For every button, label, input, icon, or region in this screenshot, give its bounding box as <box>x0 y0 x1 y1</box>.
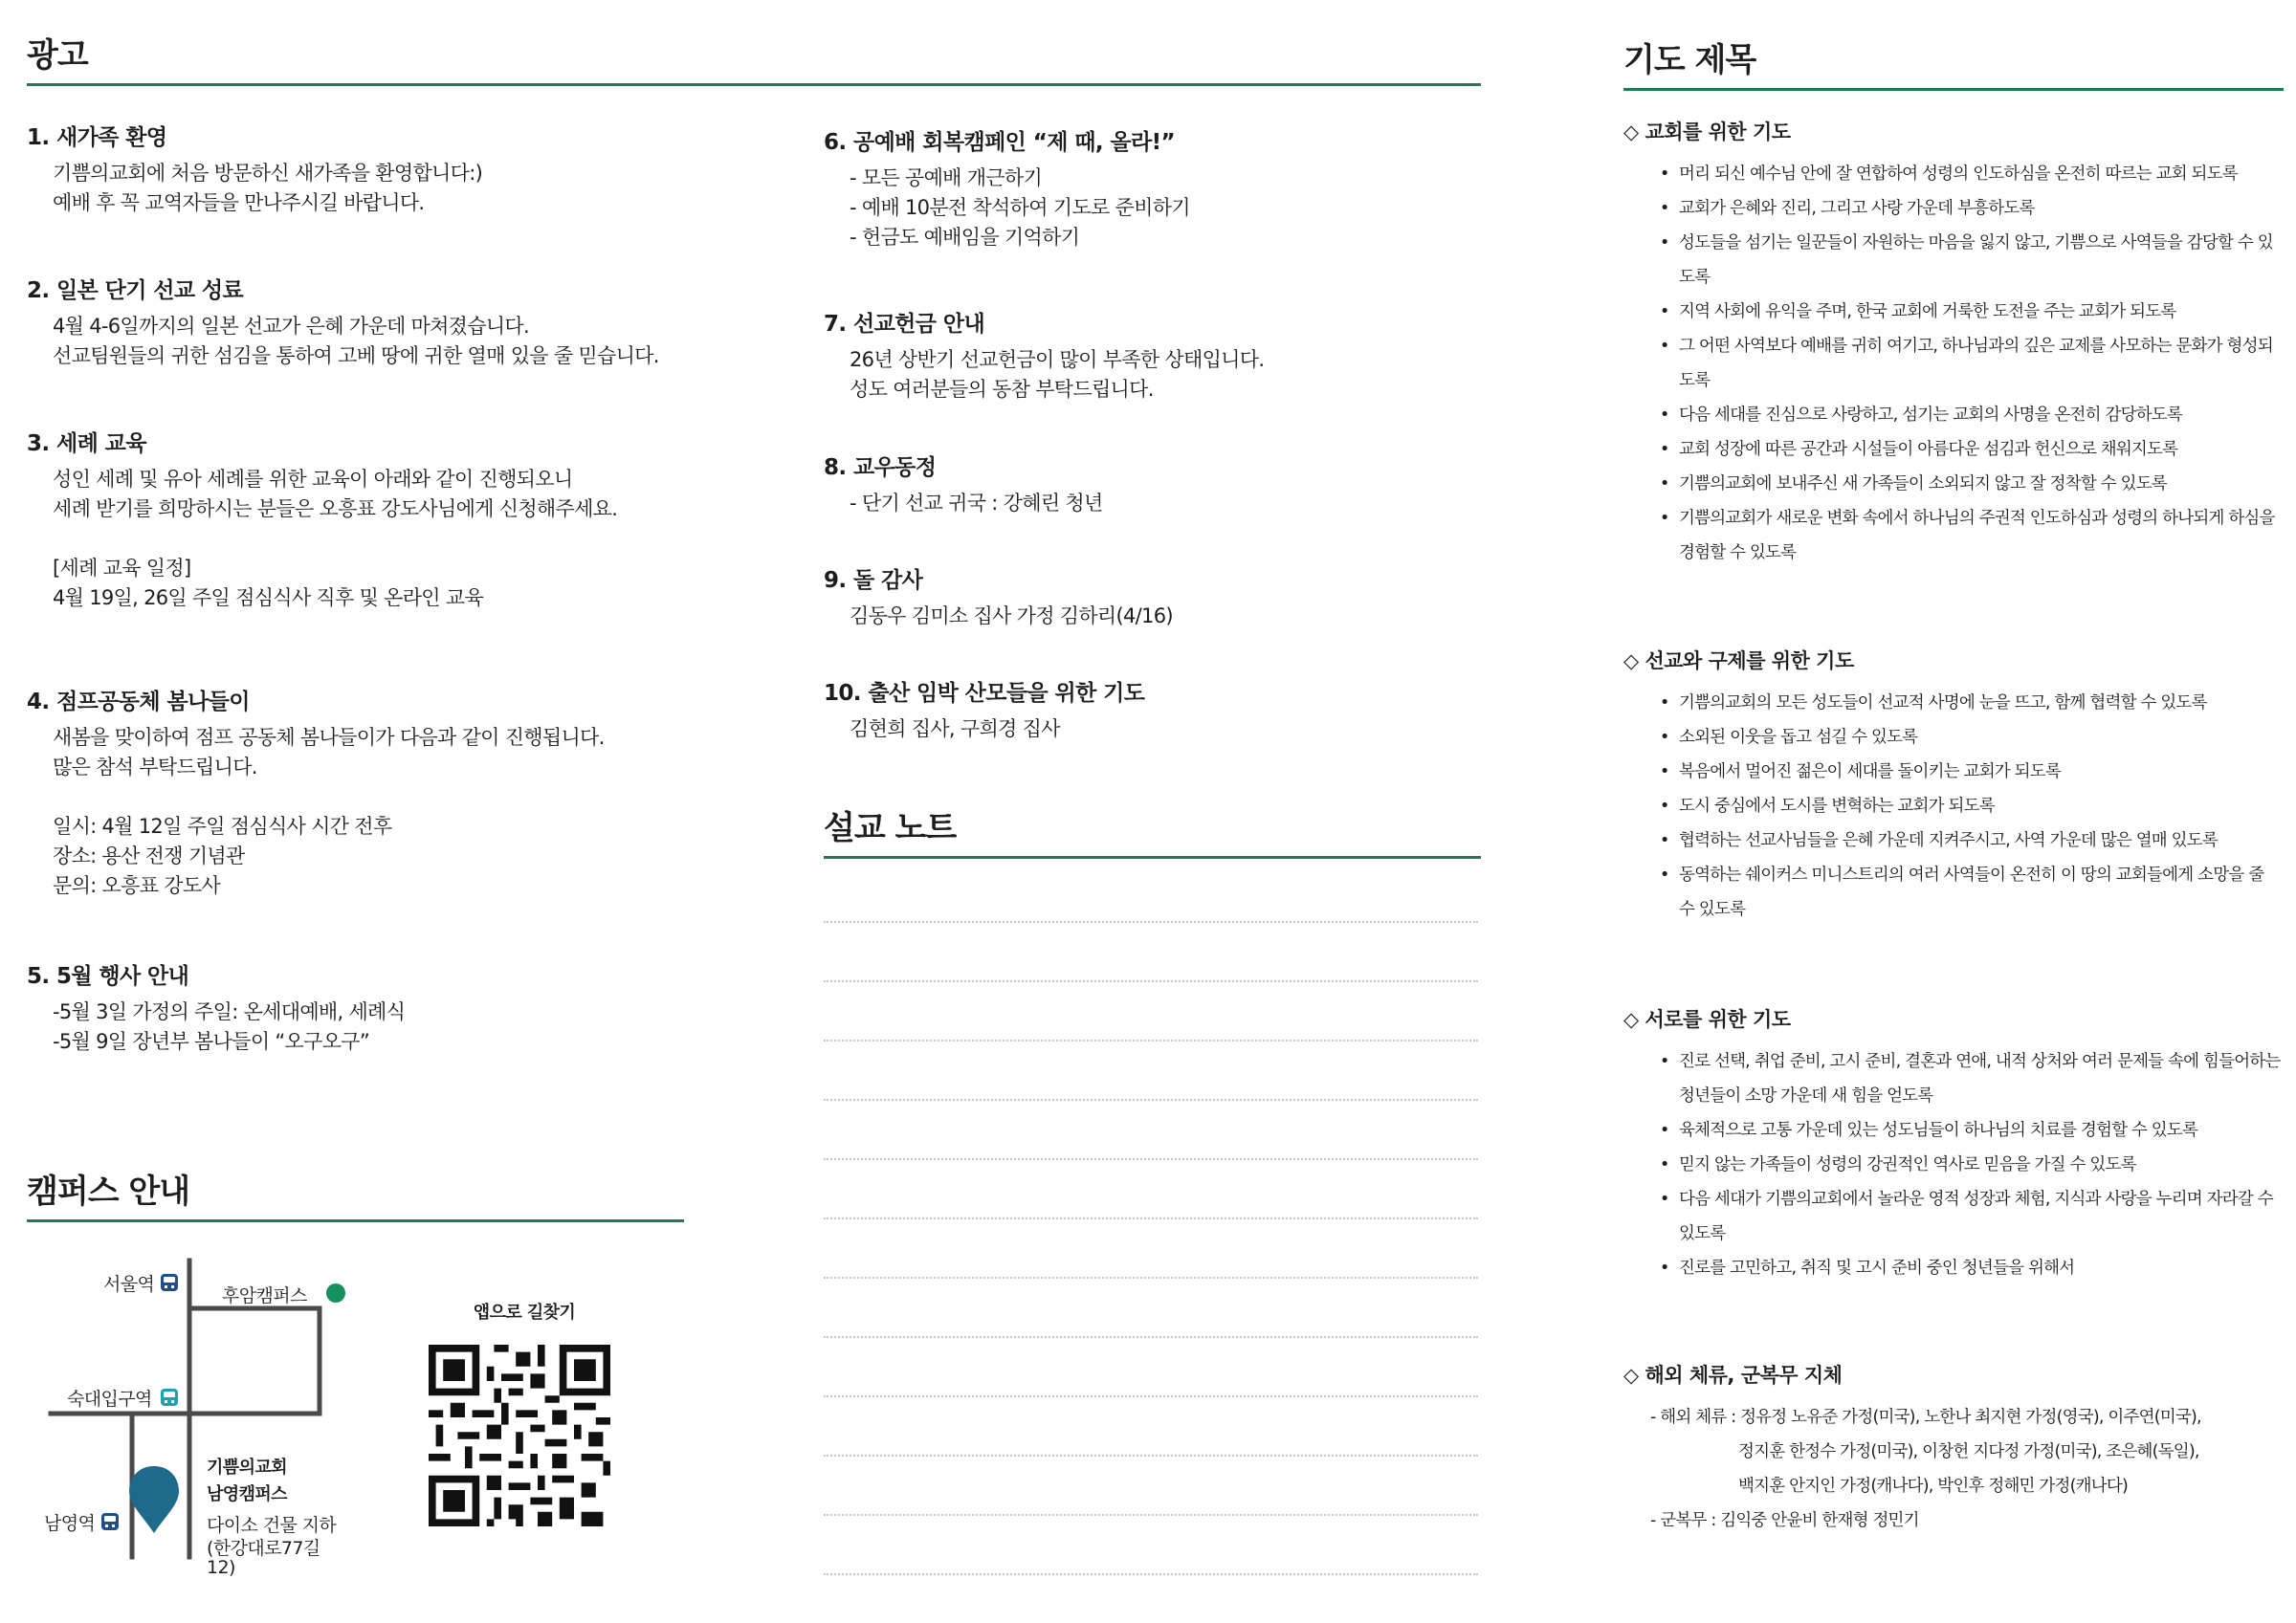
ad-line: 김동우 김미소 집사 가정 김하리(4/16) <box>850 604 1173 627</box>
prayer-item: • 진로 선택, 취업 준비, 고시 준비, 결혼과 연애, 내적 상처와 여러 문제들 속에 힘들어하는 청년들이 소망 가운데 새 힘을 얻도록 <box>1660 1044 2284 1113</box>
note-line[interactable] <box>824 1514 1478 1516</box>
ad-item-2 <box>27 273 659 371</box>
ad-line: 기쁨의교회에 처음 방문하신 새가족을 환영합니다:) <box>53 162 483 185</box>
ad-line: -5월 3일 가정의 주일: 온세대예배, 세례식 <box>53 1000 406 1023</box>
prayer-section-mission <box>1623 646 2284 927</box>
ad-line: 세례 받기를 희망하시는 분들은 오흥표 강도사님에게 신청해주세요. <box>53 497 618 520</box>
ads-heading: 광고 <box>27 29 1481 86</box>
ad-title: 6. 공예배 회복캠페인 “제 때, 올라!” <box>824 130 1176 155</box>
prayer-item: • 진로를 고민하고, 취직 및 고시 준비 중인 청년들을 위해서 <box>1660 1251 2284 1285</box>
prayer-section-title: ◇ 해외 체류, 군복무 지체 <box>1623 1364 1843 1387</box>
ad-item-3 <box>27 426 617 613</box>
note-line[interactable] <box>824 980 1478 982</box>
ad-title: 7. 선교헌금 안내 <box>824 312 985 337</box>
qr-block[interactable] <box>429 1299 639 1530</box>
campus-heading: 캠퍼스 안내 <box>27 1165 684 1222</box>
ad-line: 4월 19일, 26일 주일 점심식사 직후 및 온라인 교육 <box>53 586 484 609</box>
ad-line: -5월 9일 장년부 봄나들이 “오구오구” <box>53 1030 370 1053</box>
prayer-list <box>1623 686 2284 927</box>
ad-title: 9. 돌 감사 <box>824 568 923 593</box>
station-namyoung: 남영역 <box>44 1513 96 1534</box>
ad-title: 1. 새가족 환영 <box>27 125 167 150</box>
ad-line: 일시: 4월 12일 주일 점심식사 시간 전후 <box>53 815 392 838</box>
station-sookmyung: 숙대입구역 <box>67 1389 152 1410</box>
ad-line-spacer <box>27 524 617 554</box>
ad-line: [세례 교육 일정] <box>53 557 191 580</box>
ad-line: - 예배 10분전 착석하여 기도로 준비하기 <box>850 196 1190 219</box>
prayer-heading: 기도 제목 <box>1623 33 2284 91</box>
ad-item-9 <box>824 562 1173 631</box>
prayer-item: • 다음 세대를 진심으로 사랑하고, 섬기는 교회의 사명을 온전히 감당하도록 <box>1660 398 2284 432</box>
note-line[interactable] <box>824 1395 1478 1397</box>
prayer-item: • 다음 세대가 기쁨의교회에서 놀라운 영적 성장과 체험, 지식과 사랑을 누리며 자라갈 수 있도록 <box>1660 1182 2284 1251</box>
campus-dot-icon <box>326 1283 345 1303</box>
note-line[interactable] <box>824 1573 1478 1575</box>
ad-line: 새봄을 맞이하여 점프 공동체 봄나들이가 다음과 같이 진행됩니다. <box>53 726 605 749</box>
qr-label: 앱으로 길찾기 <box>473 1303 576 1323</box>
prayer-item: • 기쁨의교회가 새로운 변화 속에서 하나님의 주권적 인도하심과 성령의 하나되게 하심을 경험할 수 있도록 <box>1660 501 2284 570</box>
note-line[interactable] <box>824 1099 1478 1101</box>
ad-line: 성인 세례 및 유아 세례를 위한 교육이 아래와 같이 진행되오니 <box>53 468 573 491</box>
ad-line: 예배 후 꼭 교역자들을 만나주시길 바랍니다. <box>53 191 425 214</box>
prayer-section-title: ◇ 서로를 위한 기도 <box>1623 1008 1791 1031</box>
prayer-section-church <box>1623 117 2284 570</box>
prayer-item: • 협력하는 선교사님들을 은혜 가운데 지켜주시고, 사역 가운데 많은 열매 있도록 <box>1660 823 2284 858</box>
location-pin-icon <box>129 1466 179 1533</box>
huam-campus-label: 후암캠퍼스 <box>222 1285 307 1306</box>
prayer-list <box>1623 157 2284 570</box>
ad-item-10 <box>824 675 1144 744</box>
prayer-section-each-other <box>1623 1004 2284 1285</box>
prayer-item: • 그 어떤 사역보다 예배를 귀히 여기고, 하나님과의 깊은 교제를 사모하는 문화가 형성되도록 <box>1660 329 2284 398</box>
prayer-item: • 기쁨의교회에 보내주신 새 가족들이 소외되지 않고 잘 정착할 수 있도록 <box>1660 467 2284 501</box>
ad-line: 문의: 오흥표 강도사 <box>53 874 221 897</box>
ad-title: 8. 교우동정 <box>824 455 937 480</box>
note-line[interactable] <box>824 1040 1478 1042</box>
note-line[interactable] <box>824 1217 1478 1219</box>
prayer-item: • 성도들을 섬기는 일꾼들이 자원하는 마음을 잃지 않고, 기쁨으로 사역들을 감당할 수 있도록 <box>1660 226 2284 295</box>
ad-line: 4월 4-6일까지의 일본 선교가 은혜 가운데 마쳐졌습니다. <box>53 315 529 338</box>
prayer-section-title: ◇ 교회를 위한 기도 <box>1623 121 1791 143</box>
prayer-item: • 믿지 않는 가족들이 성령의 강권적인 역사로 믿음을 가질 수 있도록 <box>1660 1148 2284 1182</box>
campus-name: 남영캠퍼스 <box>207 1484 287 1504</box>
ad-title: 10. 출산 임박 산모들을 위한 기도 <box>824 681 1145 706</box>
overseas-line: - 해외 체류 : 정유정 노유준 가정(미국), 노한나 최지현 가정(영국), 이주연(미국), <box>1650 1408 2201 1427</box>
note-line[interactable] <box>824 1336 1478 1338</box>
ad-item-8 <box>824 450 1103 518</box>
ad-item-6 <box>824 124 1190 252</box>
ad-item-5 <box>27 958 405 1057</box>
prayer-item: • 도시 중심에서 도시를 변혁하는 교회가 되도록 <box>1660 789 2284 823</box>
overseas-line: 백지훈 안지인 가정(캐나다), 박인후 정해민 가정(캐나다) <box>1738 1477 2128 1496</box>
prayer-section-overseas <box>1623 1360 2284 1538</box>
ad-item-4 <box>27 684 605 901</box>
prayer-item: • 복음에서 멀어진 젊은이 세대를 돌이키는 교회가 되도록 <box>1660 755 2284 789</box>
note-line[interactable] <box>824 921 1478 923</box>
sermon-note <box>824 801 1481 859</box>
bus-icon <box>161 1389 178 1406</box>
prayer-list <box>1623 1044 2284 1285</box>
ad-line: - 모든 공예배 개근하기 <box>850 166 1043 189</box>
qr-code[interactable] <box>429 1345 610 1526</box>
note-line[interactable] <box>824 1277 1478 1279</box>
note-line[interactable] <box>824 1158 1478 1160</box>
ad-line: - 단기 선교 귀국 : 강혜린 청년 <box>850 492 1103 515</box>
campus-guide <box>27 1165 684 1578</box>
bus-icon <box>161 1274 178 1291</box>
ad-line-spacer <box>27 782 605 812</box>
ad-line: 많은 참석 부탁드립니다. <box>53 756 257 779</box>
campus-map <box>27 1232 429 1578</box>
prayer-item: • 동역하는 쉐이커스 미니스트리의 여러 사역들이 온전히 이 땅의 교회들에게 소망을 줄 수 있도록 <box>1660 858 2284 927</box>
church-name: 기쁨의교회 <box>207 1458 287 1478</box>
ad-line: 선교팀원들의 귀한 섬김을 통하여 고베 땅에 귀한 열매 있을 줄 믿습니다. <box>53 344 659 367</box>
ad-title: 4. 점프공동체 봄나들이 <box>27 690 250 714</box>
overseas-list <box>1623 1400 2284 1538</box>
prayer-item: • 머리 되신 예수님 안에 잘 연합하여 성령의 인도하심을 온전히 따르는 교회 되도록 <box>1660 157 2284 191</box>
address-line-3: 12) <box>207 1557 235 1578</box>
address-line-1: 다이소 건물 지하 <box>207 1515 337 1536</box>
ad-title: 2. 일본 단기 선교 성료 <box>27 278 244 303</box>
ad-item-7 <box>824 306 1264 405</box>
ad-item-1 <box>27 120 482 218</box>
prayer-item: • 육체적으로 고통 가운데 있는 성도님들이 하나님의 치료를 경험할 수 있도록 <box>1660 1113 2284 1148</box>
note-line[interactable] <box>824 1455 1478 1457</box>
prayer-item: • 교회 성장에 따른 공간과 시설들이 아름다운 섬김과 헌신으로 채워지도록 <box>1660 432 2284 467</box>
prayer-item: • 지역 사회에 유익을 주며, 한국 교회에 거룩한 도전을 주는 교회가 되도록 <box>1660 295 2284 329</box>
overseas-line: - 군복무 : 김익중 안윤비 한재형 정민기 <box>1650 1511 1919 1530</box>
ad-line: 김현희 집사, 구희경 집사 <box>850 717 1060 740</box>
station-seoul: 서울역 <box>103 1274 155 1295</box>
overseas-line: 정지훈 한정수 가정(미국), 이창헌 지다정 가정(미국), 조은혜(독일), <box>1738 1442 2199 1461</box>
sermon-note-heading: 설교 노트 <box>824 801 1481 859</box>
prayer-item: • 소외된 이웃을 돕고 섬길 수 있도록 <box>1660 720 2284 755</box>
bus-icon <box>101 1513 119 1530</box>
prayer-item: • 교회가 은혜와 진리, 그리고 사랑 가운데 부흥하도록 <box>1660 191 2284 226</box>
prayer-section-title: ◇ 선교와 구제를 위한 기도 <box>1623 649 1854 672</box>
ad-line: - 헌금도 예배임을 기억하기 <box>850 226 1080 249</box>
ad-line: 성도 여러분들의 동참 부탁드립니다. <box>850 378 1154 401</box>
ad-line: 장소: 용산 전쟁 기념관 <box>53 844 245 867</box>
ad-title: 5. 5월 행사 안내 <box>27 964 189 989</box>
address-line-2: (한강대로77길 <box>207 1538 320 1559</box>
ad-title: 3. 세례 교육 <box>27 431 146 456</box>
ad-line: 26년 상반기 선교헌금이 많이 부족한 상태입니다. <box>850 348 1265 371</box>
prayer-item: • 기쁨의교회의 모든 성도들이 선교적 사명에 눈을 뜨고, 함께 협력할 수 있도록 <box>1660 686 2284 720</box>
